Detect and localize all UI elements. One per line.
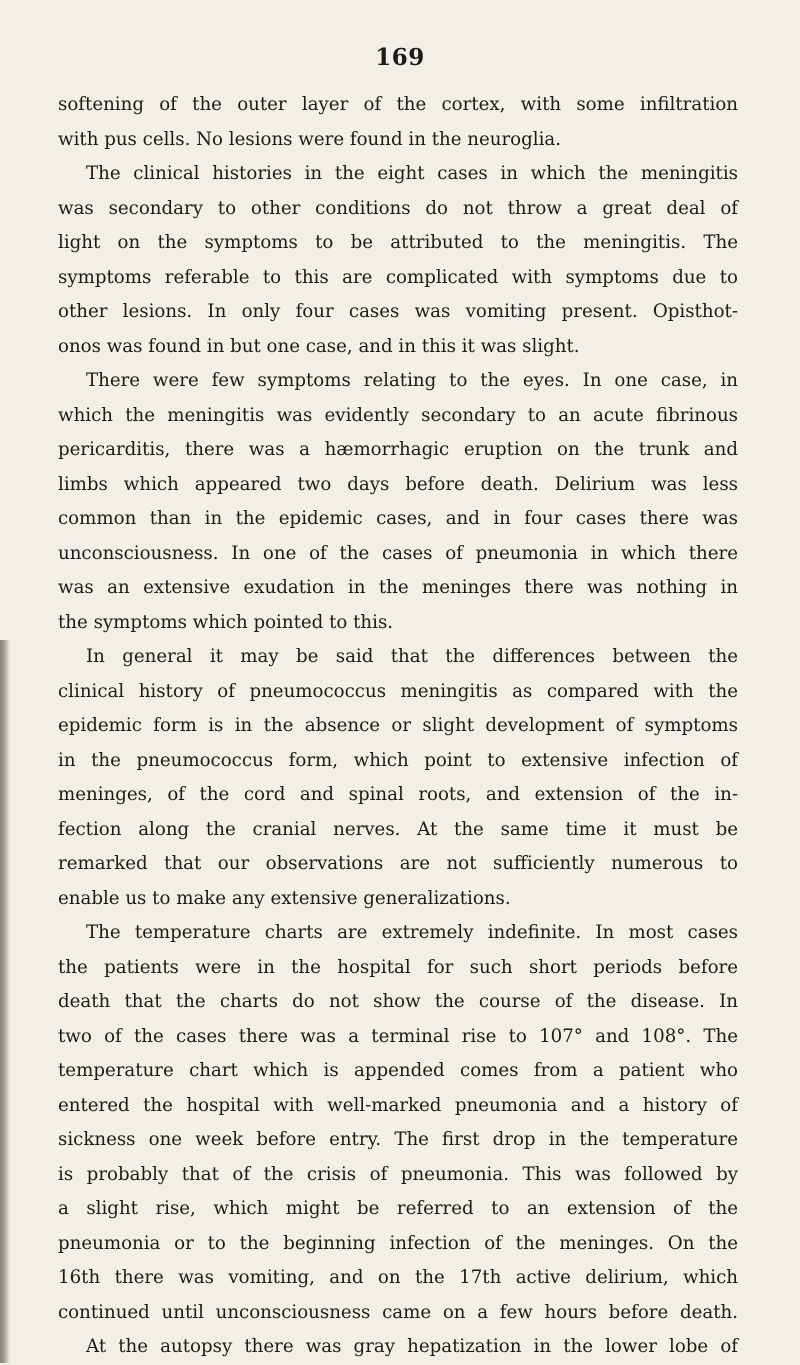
text-line: epidemic form is in the absence or slight development of symptoms xyxy=(58,715,738,736)
text-line: sickness one week before entry. The first drop in the temperature xyxy=(58,1129,738,1150)
text-line: softening of the outer layer of the cortex, with some infiltration xyxy=(58,94,738,115)
text-line: continued until unconsciousness came on a few hours before death. xyxy=(58,1301,738,1323)
text-line: The temperature charts are extremely indefinite. In most cases xyxy=(86,922,738,943)
text-line: The clinical histories in the eight cases in which the meningitis xyxy=(86,163,738,184)
page-binding-shadow xyxy=(0,640,10,1363)
text-line: two of the cases there was a terminal rise to 107° and 108°. The xyxy=(58,1025,738,1047)
text-line: pericarditis, there was a hæmorrhagic eruption on the trunk and xyxy=(58,439,738,460)
text-line: limbs which appeared two days before death. Delirium was less xyxy=(58,473,738,495)
text-line: which the meningitis was evidently secondary to an acute fibrinous xyxy=(58,404,738,426)
text-line: unconsciousness. In one of the cases of pneumonia in which there xyxy=(58,542,738,564)
text-line: remarked that our observations are not sufficiently numerous to xyxy=(58,853,738,874)
text-line: entered the hospital with well-marked pneumonia and a history of xyxy=(58,1094,738,1116)
text-line: in the pneumococcus form, which point to extensive infection of xyxy=(58,749,738,771)
text-line: onos was found in but one case, and in this it was slight. xyxy=(58,335,580,357)
text-line: with pus cells. No lesions were found in the neuroglia. xyxy=(58,128,562,150)
text-line: enable us to make any extensive generalizations. xyxy=(58,887,511,909)
text-line: was an extensive exudation in the meninges there was nothing in xyxy=(58,577,738,598)
text-line: death that the charts do not show the course of the disease. In xyxy=(58,991,738,1012)
text-line: the patients were in the hospital for such short periods before xyxy=(58,956,738,978)
text-line: In general it may be said that the differences between the xyxy=(86,646,738,667)
text-line: was secondary to other conditions do not throw a great deal of xyxy=(58,197,738,219)
text-line: other lesions. In only four cases was vomiting present. Opisthot- xyxy=(58,301,738,322)
text-line: is probably that of the crisis of pneumonia. This was followed by xyxy=(58,1163,738,1185)
text-line: symptoms referable to this are complicated with symptoms due to xyxy=(58,266,738,288)
text-line: pneumonia or to the beginning infection of the meninges. On the xyxy=(58,1232,738,1254)
text-line: meninges, of the cord and spinal roots, and extension of the in- xyxy=(58,784,738,805)
text-line: 16th there was vomiting, and on the 17th active delirium, which xyxy=(58,1267,738,1288)
text-line: the symptoms which pointed to this. xyxy=(58,611,394,633)
text-line: At the autopsy there was gray hepatization in the lower lobe of xyxy=(86,1336,738,1357)
text-line: temperature chart which is appended comes from a patient who xyxy=(58,1060,738,1081)
page-number: 169 xyxy=(375,44,425,71)
text-line: clinical history of pneumococcus meningitis as compared with the xyxy=(58,680,738,702)
body-text xyxy=(58,88,738,1365)
text-line: fection along the cranial nerves. At the same time it must be xyxy=(58,818,738,840)
text-line: a slight rise, which might be referred to an extension of the xyxy=(58,1198,738,1219)
text-line: light on the symptoms to be attributed to the meningitis. The xyxy=(58,232,738,253)
text-line: common than in the epidemic cases, and in four cases there was xyxy=(58,508,738,529)
text-line: There were few symptoms relating to the eyes. In one case, in xyxy=(86,370,738,391)
